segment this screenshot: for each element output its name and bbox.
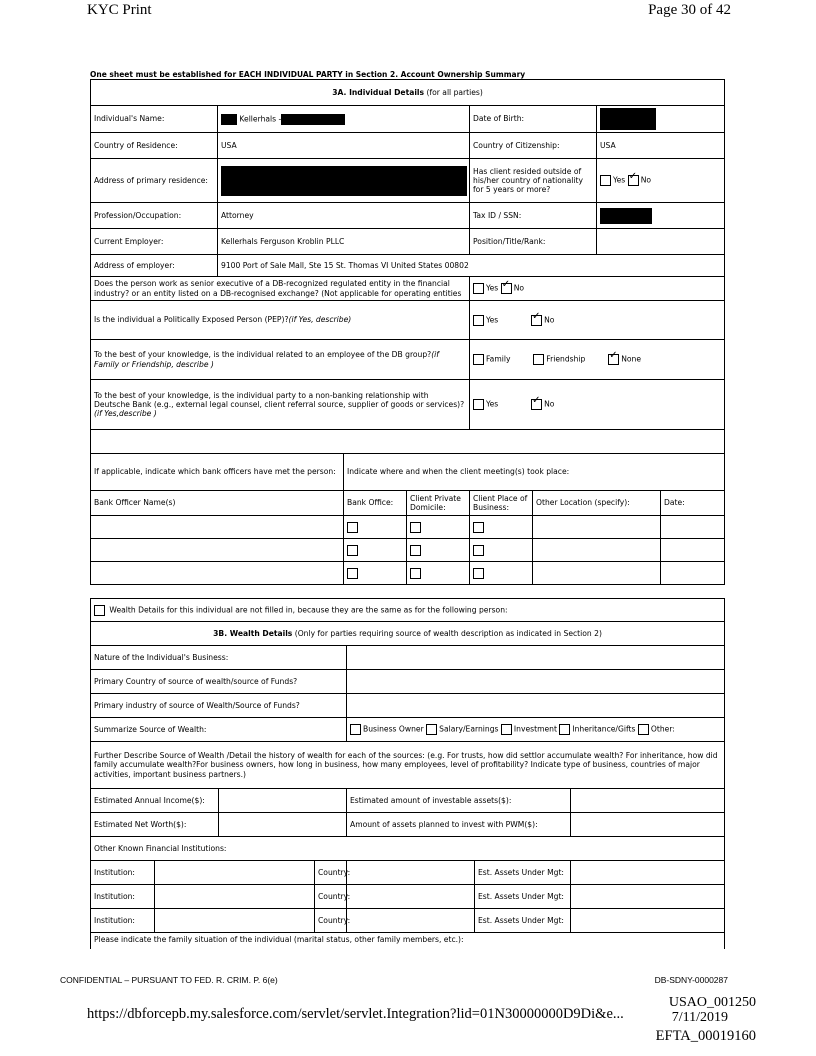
bank-office-checkbox[interactable] [347, 522, 358, 533]
country-label: Country: [315, 885, 347, 909]
outside-yes-checkbox[interactable] [600, 175, 611, 186]
related-family-checkbox[interactable] [473, 354, 484, 365]
dob-value [597, 106, 725, 133]
meeting-row [91, 562, 725, 585]
senior-exec-no-checkbox[interactable] [501, 283, 512, 294]
citizenship-value: USA [597, 133, 725, 159]
profession-label: Profession/Occupation: [91, 203, 218, 229]
employer-label: Current Employer: [91, 229, 218, 255]
est-assets-value[interactable] [571, 861, 725, 885]
est-assets-label: Est. Assets Under Mgt: [475, 909, 571, 933]
related-friendship-checkbox[interactable] [533, 354, 544, 365]
officer-name-input[interactable] [91, 562, 344, 585]
meeting-date-input[interactable] [661, 516, 725, 539]
officers-met-label: If applicable, indicate which bank officers have met the person: [91, 454, 344, 491]
senior-exec-options: Yes ✓ No [470, 277, 725, 301]
institution-label: Institution: [91, 885, 155, 909]
date-header: Date: [661, 491, 725, 516]
meeting-row [91, 539, 725, 562]
other-location-input[interactable] [533, 562, 661, 585]
employer-address-label: Address of employer: [91, 255, 218, 277]
profession-value: Attorney [218, 203, 470, 229]
other-fi-label: Other Known Financial Institutions: [91, 837, 725, 861]
outside-nationality-options: Yes ✓ No [597, 159, 725, 203]
client-domicile-checkbox[interactable] [410, 522, 421, 533]
est-assets-label: Est. Assets Under Mgt: [475, 885, 571, 909]
related-question: To the best of your knowledge, is the individual related to an employee of the DB group?(if Family or Friendship, describe ) [91, 340, 470, 380]
print-date: 7/11/2019 [671, 1010, 728, 1025]
related-options: Family Friendship ✓ None [470, 340, 725, 380]
industry-source-value[interactable] [347, 694, 725, 718]
page-number: Page 30 of 42 [648, 2, 731, 18]
client-business-header: Client Place of Business: [470, 491, 533, 516]
pep-no-checkbox[interactable] [531, 315, 542, 326]
salary-checkbox[interactable] [426, 724, 437, 735]
bank-office-header: Bank Office: [344, 491, 407, 516]
nature-label: Nature of the Individual's Business: [91, 646, 347, 670]
section-3b-title: 3B. Wealth Details (Only for parties requiring source of wealth description as indicated in Section 2) [91, 622, 725, 646]
nonbank-yes-checkbox[interactable] [473, 399, 484, 410]
section-3a-table [90, 79, 725, 585]
institution-row [91, 885, 725, 909]
bank-office-checkbox[interactable] [347, 568, 358, 579]
client-domicile-header: Client Private Domicile: [407, 491, 470, 516]
citizenship-label: Country of Citizenship: [470, 133, 597, 159]
section-3a-title: 3A. Individual Details (for all parties) [91, 80, 725, 106]
position-value [597, 229, 725, 255]
invest-pwm-label: Amount of assets planned to invest with PWM($): [347, 813, 571, 837]
institution-value[interactable] [155, 909, 315, 933]
summarize-label: Summarize Source of Wealth: [91, 718, 347, 742]
spacer-row [91, 430, 725, 454]
officer-name-header: Bank Officer Name(s) [91, 491, 344, 516]
print-header-title: KYC Print [87, 2, 152, 18]
meeting-label: Indicate where and when the client meeting(s) took place: [344, 454, 725, 491]
meeting-date-input[interactable] [661, 539, 725, 562]
institution-row [91, 909, 725, 933]
employer-value: Kellerhals Ferguson Kroblin PLLC [218, 229, 470, 255]
other-location-input[interactable] [533, 516, 661, 539]
net-worth-label: Estimated Net Worth($): [91, 813, 219, 837]
residence-value: USA [218, 133, 470, 159]
country-label: Country: [315, 909, 347, 933]
senior-exec-yes-checkbox[interactable] [473, 283, 484, 294]
efta-number: EFTA_00019160 [655, 1028, 756, 1044]
institution-value[interactable] [155, 861, 315, 885]
bank-office-checkbox[interactable] [347, 545, 358, 556]
family-situation-label: Please indicate the family situation of the individual (marital status, other family members, etc.): [91, 933, 725, 949]
bates-number: DB-SDNY-0000287 [654, 975, 728, 985]
institution-row [91, 861, 725, 885]
client-business-checkbox[interactable] [473, 522, 484, 533]
summarize-options: Business Owner Salary/Earnings Investment Inheritance/Gifts Other: [347, 718, 725, 742]
employer-address-value: 9100 Port of Sale Mall, Ste 15 St. Thomas VI United States 00802 [218, 255, 725, 277]
name-label: Individual's Name: [91, 106, 218, 133]
client-domicile-checkbox[interactable] [410, 545, 421, 556]
annual-income-label: Estimated Annual Income($): [91, 789, 219, 813]
taxid-value [597, 203, 725, 229]
country-source-label: Primary Country of source of wealth/source of Funds? [91, 670, 347, 694]
pep-options: Yes ✓ No [470, 301, 725, 340]
position-label: Position/Title/Rank: [470, 229, 597, 255]
officer-name-input[interactable] [91, 516, 344, 539]
source-url: https://dbforcepb.my.salesforce.com/servlet/servlet.Integration?lid=01N30000000D9Di&e... [87, 1006, 624, 1022]
nature-value[interactable] [347, 646, 725, 670]
officer-name-input[interactable] [91, 539, 344, 562]
meeting-date-input[interactable] [661, 562, 725, 585]
other-location-input[interactable] [533, 539, 661, 562]
same-as-checkbox[interactable] [94, 605, 105, 616]
country-value[interactable] [347, 885, 475, 909]
nonbank-no-checkbox[interactable] [531, 399, 542, 410]
invest-pwm-value[interactable] [571, 813, 725, 837]
country-value[interactable] [347, 861, 475, 885]
inheritance-checkbox[interactable] [559, 724, 570, 735]
name-value: Kellerhals - [218, 106, 470, 133]
related-none-checkbox[interactable] [608, 354, 619, 365]
pep-yes-checkbox[interactable] [473, 315, 484, 326]
further-describe-text: Further Describe Source of Wealth /Detail the history of wealth for each of the sources: (e.g. For trusts, how did settlor accumulate wealth? For inheritance, how did family accumulate wealth?For business owners, how long in business, how many employees, level of profitability? Indicate type of business, countries of major activities, important business partners.) [91, 742, 725, 789]
notice-text: One sheet must be established for EACH INDIVIDUAL PARTY in Section 2. Account Ownership Summary [90, 70, 526, 79]
outside-no-checkbox[interactable] [628, 175, 639, 186]
est-assets-value[interactable] [571, 885, 725, 909]
institution-label: Institution: [91, 909, 155, 933]
meeting-row [91, 516, 725, 539]
taxid-label: Tax ID / SSN: [470, 203, 597, 229]
country-value[interactable] [347, 909, 475, 933]
investment-checkbox[interactable] [501, 724, 512, 735]
country-label: Country: [315, 861, 347, 885]
section-3b-table [90, 598, 725, 949]
usao-number: USAO_001250 [668, 995, 756, 1010]
client-business-checkbox[interactable] [473, 545, 484, 556]
residence-label: Country of Residence: [91, 133, 218, 159]
client-business-checkbox[interactable] [473, 568, 484, 579]
est-assets-value[interactable] [571, 909, 725, 933]
est-assets-label: Est. Assets Under Mgt: [475, 861, 571, 885]
other-checkbox[interactable] [638, 724, 649, 735]
same-as-row: Wealth Details for this individual are not filled in, because they are the same as for the following person: [91, 599, 725, 622]
institution-label: Institution: [91, 861, 155, 885]
outside-nationality-label: Has client resided outside of his/her country of nationality for 5 years or more? [470, 159, 597, 203]
address-label: Address of primary residence: [91, 159, 218, 203]
investable-value[interactable] [571, 789, 725, 813]
other-location-header: Other Location (specify): [533, 491, 661, 516]
client-domicile-checkbox[interactable] [410, 568, 421, 579]
industry-source-label: Primary industry of source of Wealth/Source of Funds? [91, 694, 347, 718]
dob-label: Date of Birth: [470, 106, 597, 133]
net-worth-value[interactable] [219, 813, 347, 837]
business-owner-checkbox[interactable] [350, 724, 361, 735]
institution-value[interactable] [155, 885, 315, 909]
investable-label: Estimated amount of investable assets($): [347, 789, 571, 813]
senior-exec-question: Does the person work as senior executive of a DB-recognized regulated entity in the financial industry? or an entity listed on a DB-recognised exchange? (Not applicable for operating entities [91, 277, 470, 301]
annual-income-value[interactable] [219, 789, 347, 813]
pep-question: Is the individual a Politically Exposed Person (PEP)?(if Yes, describe) [91, 301, 470, 340]
confidential-notice: CONFIDENTIAL – PURSUANT TO FED. R. CRIM. P. 6(e) [60, 975, 278, 985]
address-value [218, 159, 470, 203]
nonbank-options: Yes ✓ No [470, 380, 725, 430]
nonbank-question: To the best of your knowledge, is the individual party to a non-banking relationship with Deutsche Bank (e.g., external legal counsel, client referral source, supplier of goods or services)?(if Yes,describe ) [91, 380, 470, 430]
country-source-value[interactable] [347, 670, 725, 694]
